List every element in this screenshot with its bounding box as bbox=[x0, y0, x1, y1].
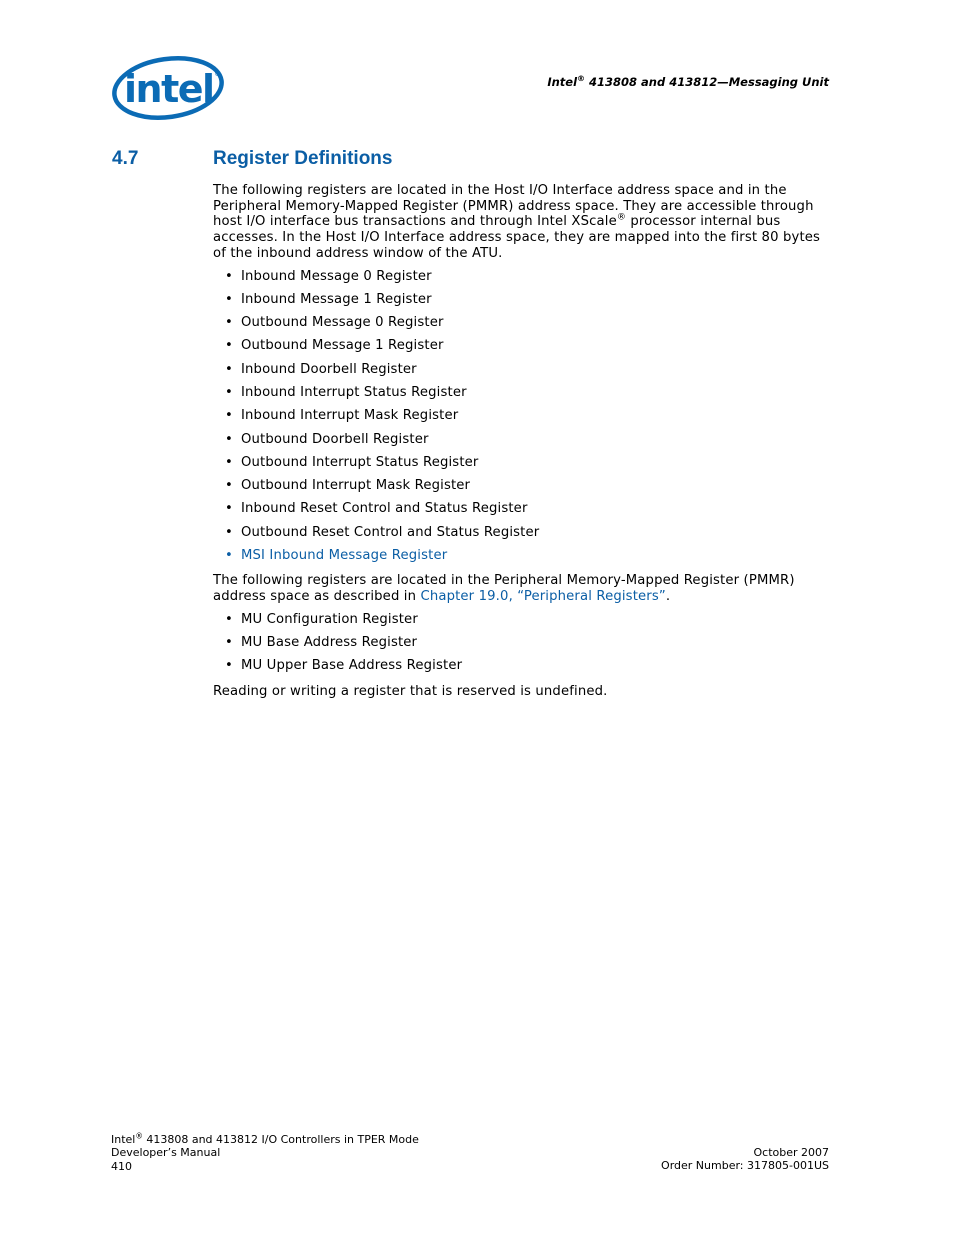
page-number: 410 bbox=[111, 1159, 132, 1173]
closing-paragraph: Reading or writing a register that is reserved is undefined. bbox=[213, 683, 608, 699]
footer-order-number: Order Number: 317805-001US bbox=[661, 1159, 829, 1173]
footer-right bbox=[661, 1146, 829, 1173]
intro-paragraph: The following registers are located in the Host I/O Interface address space and in the Peripheral Memory-Mapped Register (PMMR) address space. They are accessible through host I/O interface bus transactions and through Intel XScale® processor internal bus accesses. In the Host I/O Interface address space, they are mapped into the first 80 bytes of the inbound address window of the ATU. bbox=[213, 183, 821, 261]
chapter-link[interactable]: Chapter 19.0, “Peripheral Registers” bbox=[420, 589, 666, 605]
list-item: • Outbound Doorbell Register bbox=[213, 428, 829, 451]
list-item: • Inbound Interrupt Mask Register bbox=[213, 404, 829, 427]
list-item: • Outbound Reset Control and Status Register bbox=[213, 521, 829, 544]
section-heading bbox=[112, 148, 392, 170]
list-item: • Outbound Message 1 Register bbox=[213, 334, 829, 357]
host-register-list bbox=[213, 265, 829, 568]
list-item: • MU Base Address Register bbox=[213, 631, 829, 654]
list-item: • Outbound Message 0 Register bbox=[213, 311, 829, 334]
section-title: Register Definitions bbox=[213, 148, 393, 169]
list-item: • Outbound Interrupt Mask Register bbox=[213, 474, 829, 497]
list-item: • Inbound Doorbell Register bbox=[213, 358, 829, 381]
list-item: • MU Upper Base Address Register bbox=[213, 654, 829, 677]
svg-text:intel: intel bbox=[124, 67, 214, 111]
list-item: • Inbound Interrupt Status Register bbox=[213, 381, 829, 404]
footer-date: October 2007 bbox=[753, 1146, 829, 1159]
footer-doc-title: Intel® 413808 and 413812 I/O Controllers in TPER Mode bbox=[111, 1131, 419, 1146]
footer-doc-type: Developer’s Manual bbox=[111, 1146, 221, 1160]
running-header: Intel® 413808 and 413812—Messaging Unit bbox=[547, 74, 829, 89]
footer-left bbox=[111, 1133, 419, 1173]
pmmr-paragraph: The following registers are located in the Peripheral Memory-Mapped Register (PMMR) address space as described in Chapter 19.0, “Peripheral Registers”. bbox=[213, 573, 795, 605]
list-item: • Inbound Reset Control and Status Register bbox=[213, 497, 829, 520]
svg-text:®: ® bbox=[214, 70, 221, 78]
list-item: • Inbound Message 1 Register bbox=[213, 288, 829, 311]
msi-register-link[interactable]: • MSI Inbound Message Register bbox=[213, 544, 829, 567]
pmmr-register-list bbox=[213, 608, 829, 678]
list-item: • MU Configuration Register bbox=[213, 608, 829, 631]
intel-logo bbox=[110, 50, 228, 126]
list-item: • Outbound Interrupt Status Register bbox=[213, 451, 829, 474]
section-number: 4.7 bbox=[112, 148, 139, 169]
main-content bbox=[213, 183, 829, 699]
list-item: • Inbound Message 0 Register bbox=[213, 265, 829, 288]
